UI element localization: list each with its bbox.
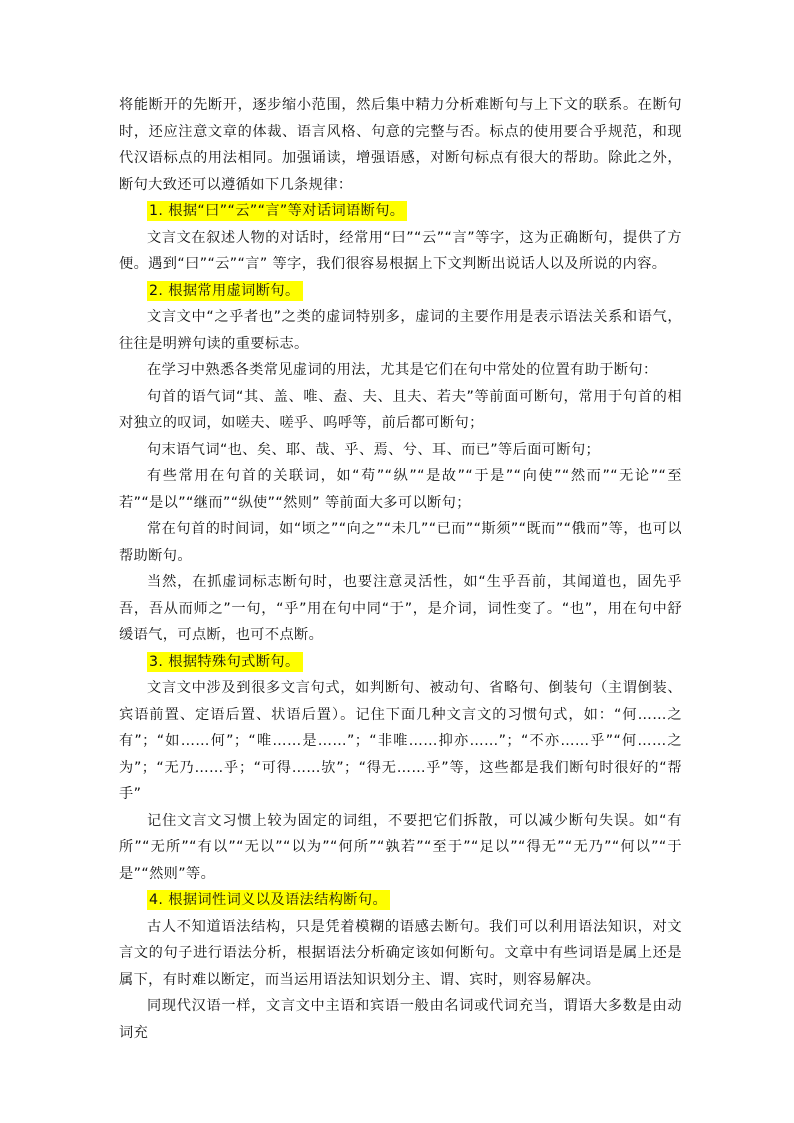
paragraph-learn-function-words: 在学习中熟悉各类常见虚词的用法，尤其是它们在句中常处的位置有助于断句： xyxy=(147,362,658,378)
paragraph-conjunctions: 有些常用在句首的关联词，如“苟”“纵”“是故”“于是”“向使”“然而”“无论”“至若”“是以”“继而”“纵使”“然则” 等前面大多可以断句； xyxy=(119,468,682,511)
paragraph-final-particles: 句末语气词“也、矣、耶、哉、乎、焉、兮、耳、而已”等后面可断句； xyxy=(147,441,601,458)
highlighted-heading-text: 1. 根据“曰”“云”“言”等对话词语断句。 xyxy=(147,201,407,221)
paragraph-flexibility: 当然，在抓虚词标志断句时，也要注意灵活性，如“生乎吾前，其闻道也，固先乎吾，吾从而师之”一句，“乎”用在句中同“于”，是介词，词性变了。“也”，用在句中舒缓语气，可点断，也可不点断。 xyxy=(119,574,682,643)
section-heading-3 xyxy=(119,649,682,676)
paragraph-time-words: 常在句首的时间词，如“顷之”“向之”“未几”“已而”“斯须”“既而”“俄而”等，也可以帮助断句。 xyxy=(119,521,682,564)
section-heading-2 xyxy=(119,278,682,305)
paragraph-initial-particles: 句首的语气词“其、盖、唯、盍、夫、且夫、若夫”等前面可断句，常用于句首的相对独立的叹词，如嗟夫、嗟乎、呜呼等，前后都可断句； xyxy=(119,388,682,431)
highlighted-heading-text: 3. 根据特殊句式断句。 xyxy=(147,652,303,672)
paragraph-subject-object: 同现代汉语一样，文言文中主语和宾语一般由名词或代词充当，谓语大多数是由动词充 xyxy=(119,998,682,1041)
highlighted-heading-text: 4. 根据词性词义以及语法结构断句。 xyxy=(147,890,390,910)
section-heading-1 xyxy=(119,198,682,225)
paragraph-special-sentences: 文言文中涉及到很多文言句式，如判断句、被动句、省略句、倒装句（主谓倒装、宾语前置、定语后置、状语后置）。记住下面几种文言文的习惯句式，如：“何……之有”；“如……何”；“唯……是……”；“非唯……抑亦……”；“不亦……乎”“何……之为”；“无乃……乎；“可得……欤”；“得无……乎”等，这些都是我们断句时很好的“帮手” xyxy=(119,680,682,802)
highlighted-heading-text: 2. 根据常用虚词断句。 xyxy=(147,281,303,301)
paragraph-grammar-analysis: 古人不知道语法结构，只是凭着模糊的语感去断句。我们可以利用语法知识，对文言文的句子进行语法分析，根据语法分析确定该如何断句。文章中有些词语是属上还是属下，有时难以断定，而当运用语法知识划分主、谓、宾时，则容易解决。 xyxy=(119,918,682,988)
section-heading-4 xyxy=(119,887,682,914)
paragraph-dialogue-words: 文言文在叙述人物的对话时，经常用“曰”“云”“言”等字，这为正确断句，提供了方便。遇到“曰”“云”“言” 等字，我们很容易根据上下文判断出说话人以及所说的内容。 xyxy=(119,229,682,272)
paragraph-fixed-phrases: 记住文言文习惯上较为固定的词组，不要把它们拆散，可以减少断句失误。如“有所”“无所”“有以”“无以”“以为”“何所”“孰若”“至于”“足以”“得无”“无乃”“何以”“于是”“然则”等。 xyxy=(119,812,682,882)
paragraph-function-words: 文言文中“之乎者也”之类的虚词特别多，虚词的主要作用是表示语法关系和语气，往往是明辨句读的重要标志。 xyxy=(119,309,682,352)
paragraph-intro: 将能断开的先断开，逐步缩小范围，然后集中精力分析难断句与上下文的联系。在断句时，还应注意文章的体裁、语言风格、句意的完整与否。标点的使用要合乎规范，和现代汉语标点的用法相同。加强诵读，增强语感，对断句标点有很大的帮助。除此之外，断句大致还可以遵循如下几条规律： xyxy=(119,97,682,193)
